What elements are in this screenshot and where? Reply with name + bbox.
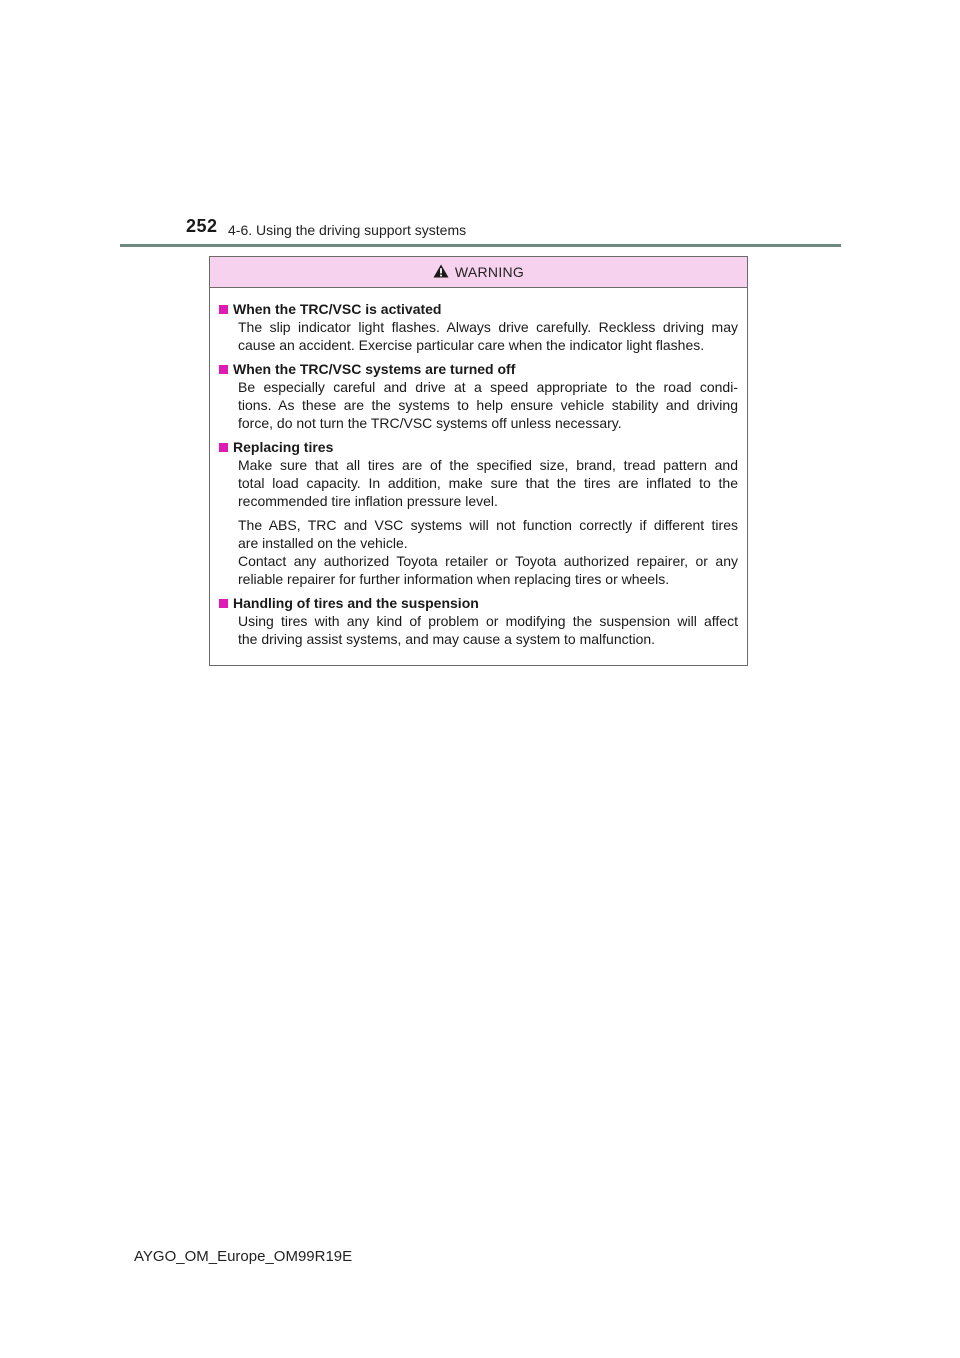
warning-item xyxy=(219,438,738,588)
warning-item-title xyxy=(219,438,738,456)
warning-item-title-text: Replacing tires xyxy=(233,439,334,455)
paragraph-line: Using tires with any kind of problem or modifying the suspension will affect xyxy=(238,613,738,629)
warning-triangle-icon xyxy=(433,264,449,278)
square-bullet-icon xyxy=(219,599,228,608)
warning-item xyxy=(219,360,738,432)
paragraph-line: tions. As these are the systems to help ensure vehicle stability and driving xyxy=(238,397,738,413)
header-rule xyxy=(120,244,841,247)
square-bullet-icon xyxy=(219,305,228,314)
paragraph-line: The ABS, TRC and VSC systems will not function correctly if different tires xyxy=(238,517,738,533)
warning-item-paragraph xyxy=(238,378,738,432)
paragraph-line: are installed on the vehicle. xyxy=(238,535,408,551)
paragraph-line: The slip indicator light flashes. Always drive carefully. Reckless driving may xyxy=(238,319,738,335)
paragraph-line: cause an accident. Exercise particular care when the indicator light flashes. xyxy=(238,337,705,353)
footer-doc-id: AYGO_OM_Europe_OM99R19E xyxy=(134,1248,353,1265)
warning-item-title-text: When the TRC/VSC is activated xyxy=(233,301,442,317)
square-bullet-icon xyxy=(219,443,228,452)
paragraph-line: Contact any authorized Toyota retailer or Toyota authorized repairer, or any xyxy=(238,553,738,569)
warning-item-title xyxy=(219,360,738,378)
page-number: 252 xyxy=(186,216,218,236)
warning-item-paragraph xyxy=(238,612,738,648)
warning-body xyxy=(210,288,747,648)
paragraph-line: Be especially careful and drive at a speed appropriate to the road condi- xyxy=(238,379,738,395)
paragraph-line: total load capacity. In addition, make sure that the tires are inflated to the xyxy=(238,475,738,491)
warning-header xyxy=(210,257,747,288)
warning-item-title-text: When the TRC/VSC systems are turned off xyxy=(233,361,516,377)
warning-item-title-text: Handling of tires and the suspension xyxy=(233,595,479,611)
section-title: 4-6. Using the driving support systems xyxy=(228,222,467,238)
paragraph-line: reliable repairer for further information when replacing tires or wheels. xyxy=(238,571,670,587)
warning-label: WARNING xyxy=(454,264,525,280)
warning-box xyxy=(209,256,748,666)
warning-item xyxy=(219,300,738,354)
warning-item-title xyxy=(219,594,738,612)
paragraph-line: recommended tire inflation pressure level. xyxy=(238,493,498,509)
warning-item-paragraph xyxy=(238,456,738,510)
paragraph-line: Make sure that all tires are of the specified size, brand, tread pattern and xyxy=(238,457,738,473)
warning-item-paragraph xyxy=(238,516,738,588)
paragraph-line: the driving assist systems, and may cause a system to malfunction. xyxy=(238,631,656,647)
square-bullet-icon xyxy=(219,365,228,374)
warning-item-paragraph xyxy=(238,318,738,354)
warning-item-title xyxy=(219,300,738,318)
warning-item xyxy=(219,594,738,648)
paragraph-line: force, do not turn the TRC/VSC systems off unless necessary. xyxy=(238,415,622,431)
